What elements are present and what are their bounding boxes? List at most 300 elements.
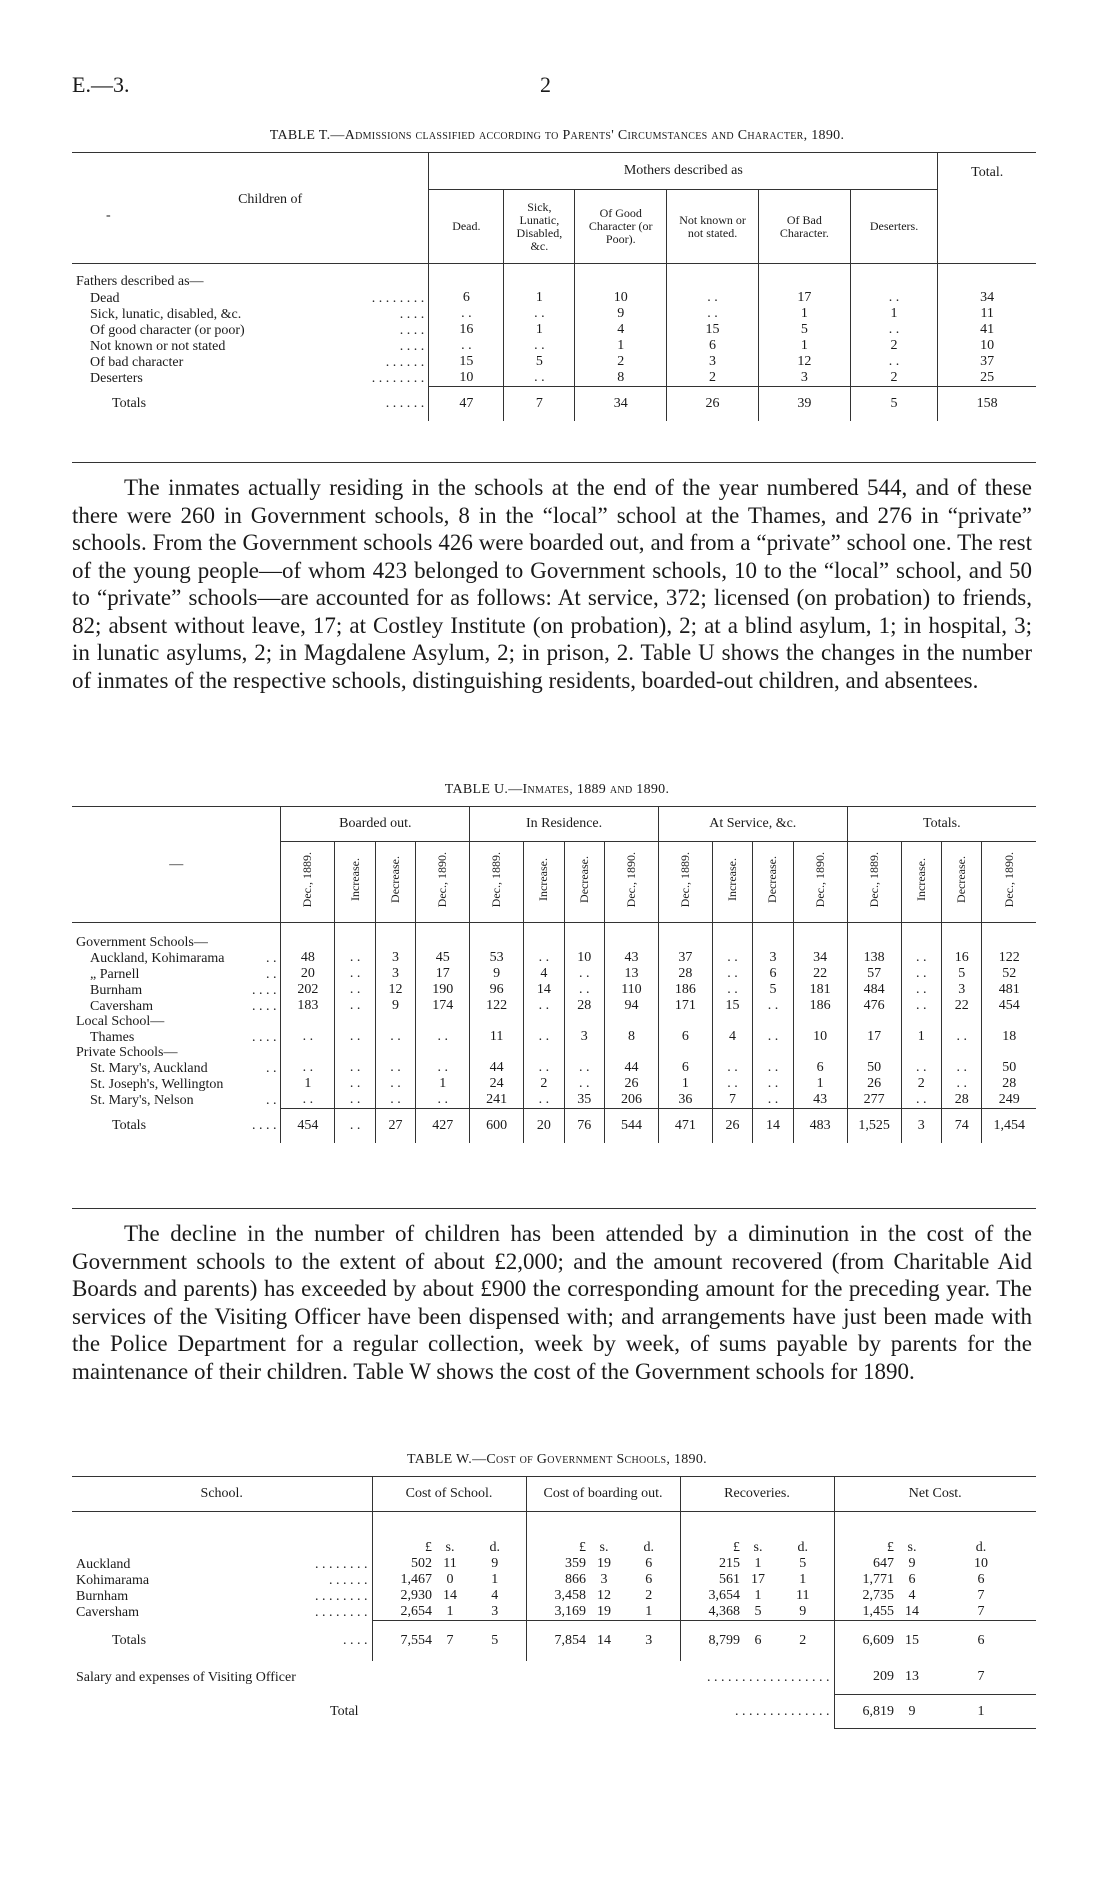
cell: 10	[575, 290, 667, 306]
cell: 26	[604, 1076, 658, 1092]
spacer-cell	[941, 923, 981, 936]
cell: . .	[281, 1060, 335, 1076]
leader-dots: . . . .	[399, 322, 425, 338]
money-cell: 6	[618, 1572, 680, 1588]
cell: 10	[429, 370, 504, 387]
column-header: Dead.	[429, 190, 504, 264]
cell: . .	[524, 998, 564, 1014]
money-cell: 6	[977, 1572, 985, 1587]
cell: 20	[281, 966, 335, 982]
cell: 15	[667, 322, 759, 338]
label-text: Government Schools—	[76, 935, 208, 950]
unit-label: s.	[445, 1540, 455, 1555]
money-cell: 866	[565, 1572, 586, 1587]
cell: 454	[998, 998, 1020, 1013]
empty-cell	[564, 935, 604, 950]
unit-label: £	[579, 1540, 586, 1555]
subcolumn-label: Increase.	[347, 858, 362, 901]
cell: 28	[1002, 1076, 1017, 1091]
totals-cell: 47	[429, 387, 504, 421]
row-label-text: Auckland	[76, 1556, 131, 1572]
unit-label: £	[733, 1540, 740, 1555]
cell: . .	[335, 1060, 375, 1076]
cell: . .	[667, 306, 759, 322]
cell: . .	[941, 1076, 981, 1092]
spacer-cell	[281, 923, 335, 936]
totals-cell: 1,525	[847, 1109, 901, 1143]
page-number: 2	[540, 72, 551, 97]
money-cell: 359	[565, 1556, 586, 1571]
leader-dots: . . . . . . . .	[371, 370, 425, 386]
cell: 10	[564, 950, 604, 966]
cell: 174	[416, 998, 470, 1014]
empty-cell	[470, 1045, 524, 1060]
empty-cell	[335, 1045, 375, 1060]
empty-cell	[753, 1014, 793, 1029]
subcolumn-label: Decrease.	[765, 856, 780, 903]
cell: . .	[335, 998, 375, 1014]
cell: 186	[658, 982, 712, 998]
grand-total-value: 1	[926, 1695, 1036, 1729]
unit-label: d.	[975, 1540, 987, 1555]
totals-cell: 7	[504, 387, 575, 421]
cell: . .	[524, 1092, 564, 1109]
cell: . .	[941, 1060, 981, 1076]
money-cell: 5	[772, 1556, 834, 1572]
table-u-stub-header: —	[72, 807, 281, 923]
cell: . .	[504, 370, 575, 387]
row-label	[72, 354, 429, 370]
empty-cell	[416, 1045, 470, 1060]
cell: . .	[564, 1076, 604, 1092]
empty-cell	[712, 935, 752, 950]
cell: . .	[429, 338, 504, 354]
leader-dots: . . . . . . . .	[315, 1604, 368, 1620]
totals-row	[72, 1621, 1036, 1661]
totals-label-text: Totals	[112, 1632, 147, 1648]
money-cell: 19	[597, 1604, 611, 1619]
empty-cell	[901, 1045, 941, 1060]
leader-dots: . . . . . .	[385, 395, 425, 411]
cell: 34	[793, 950, 847, 966]
cell: 36	[658, 1092, 712, 1109]
totals-money-cell: 6,609	[834, 1621, 898, 1661]
cell: . .	[901, 950, 941, 966]
cell: 24	[470, 1076, 524, 1092]
leader-dots: . . . . . . . .	[315, 1588, 368, 1604]
cell: . .	[524, 1060, 564, 1076]
cell: 241	[470, 1092, 524, 1109]
money-column-header: Recoveries.	[680, 1477, 834, 1512]
leader-dots: . . . . . . . . . . . . . .	[735, 1703, 830, 1719]
empty-cell	[335, 935, 375, 950]
empty-cell	[416, 935, 470, 950]
cell: 206	[604, 1092, 658, 1109]
cell: 57	[847, 966, 901, 982]
cell: 10	[793, 1029, 847, 1045]
subcolumn-header	[712, 842, 752, 923]
cell: 14	[524, 982, 564, 998]
label-text: Caversham	[90, 998, 153, 1014]
table-w-caption-prefix: TABLE W.—	[407, 1452, 487, 1467]
empty-cell	[281, 935, 335, 950]
totals-cell: 158	[938, 387, 1036, 421]
cell: 5	[941, 966, 981, 982]
row-label-text: Caversham	[76, 1604, 139, 1620]
section-row	[72, 264, 1036, 291]
leader-dots: . . . . . .	[385, 354, 425, 370]
cell: 22	[793, 966, 847, 982]
cell: 3	[375, 950, 415, 966]
empty-cell	[793, 1045, 847, 1060]
money-cell: 1,771	[862, 1572, 894, 1587]
table-w-caption-title: Cost of Government Schools, 1890.	[486, 1452, 707, 1467]
empty-cell	[941, 1045, 981, 1060]
leader-dots: . . . . . .	[329, 1572, 368, 1588]
empty-cell	[938, 264, 1036, 291]
money-cell: 1	[754, 1588, 762, 1603]
money-cell: 1	[754, 1556, 762, 1571]
totals-label-text: Totals	[112, 1117, 147, 1133]
totals-money-cell: 7,854	[526, 1621, 590, 1661]
cell: 249	[998, 1092, 1020, 1107]
cell: 28	[658, 966, 712, 982]
table-t-caption-prefix: TABLE T.—	[269, 128, 345, 143]
cell: 1	[504, 290, 575, 306]
subcolumn-label: Dec., 1889.	[677, 851, 692, 908]
totals-money-cell: 6	[744, 1621, 772, 1661]
totals-cell: 471	[658, 1109, 712, 1143]
money-cell: 6	[618, 1556, 680, 1572]
label-text: Local School—	[76, 1014, 165, 1029]
spacer-cell	[982, 923, 1036, 936]
cell: 2	[850, 370, 938, 387]
cell: 183	[281, 998, 335, 1014]
cell: 45	[416, 950, 470, 966]
cell: . .	[564, 1060, 604, 1076]
empty-cell	[667, 264, 759, 291]
cell: 12	[375, 982, 415, 998]
empty-cell	[375, 1045, 415, 1060]
totals-cell: 26	[667, 387, 759, 421]
table-u	[72, 807, 1036, 1143]
cell: . .	[281, 1092, 335, 1109]
row-label	[72, 1604, 372, 1621]
group-header: Totals.	[847, 807, 1036, 842]
school-header: School.	[72, 1477, 372, 1512]
unit-label: d.	[618, 1512, 680, 1557]
leader-dots: . . . .	[251, 1029, 277, 1045]
money-cell: 502	[411, 1556, 432, 1571]
row-label-text: Not known or not stated	[90, 338, 226, 354]
money-column-header: Cost of School.	[372, 1477, 526, 1512]
empty-cell	[901, 935, 941, 950]
totals-cell: 600	[470, 1109, 524, 1143]
cell: . .	[901, 1060, 941, 1076]
row-label	[72, 290, 429, 306]
spacer-cell	[847, 923, 901, 936]
table-row	[72, 1588, 1036, 1604]
label-text: St. Mary's, Auckland	[90, 1060, 208, 1076]
cell: 186	[793, 998, 847, 1014]
table-row	[72, 1604, 1036, 1621]
cell: 7	[712, 1092, 752, 1109]
cell: 4	[712, 1029, 752, 1045]
cell: . .	[564, 982, 604, 998]
cell: 16	[941, 950, 981, 966]
total-header: Total.	[938, 153, 1036, 264]
spacer-cell	[375, 923, 415, 936]
money-cell: 9	[464, 1556, 526, 1572]
money-cell: 3,458	[554, 1588, 586, 1603]
empty-cell	[335, 1014, 375, 1029]
subcolumn-label: Decrease.	[954, 856, 969, 903]
cell: . .	[901, 998, 941, 1014]
grand-total-label	[72, 1695, 834, 1729]
totals-cell: 74	[941, 1109, 981, 1143]
cell: 1	[504, 322, 575, 338]
leader-dots: . . . . . . . .	[371, 290, 425, 306]
table-t-stub-header	[72, 153, 429, 264]
cell: 37	[980, 354, 995, 369]
table-row	[72, 1572, 1036, 1588]
cell: 138	[847, 950, 901, 966]
cell: . .	[335, 966, 375, 982]
cell: 110	[604, 982, 658, 998]
cell: 8	[575, 370, 667, 387]
cell: 2	[575, 354, 667, 370]
row-label	[72, 998, 281, 1014]
leader-dots: . .	[265, 1060, 277, 1076]
cell: 476	[847, 998, 901, 1014]
table-u-body	[72, 807, 1036, 1143]
subcolumn-header	[524, 842, 564, 923]
spacer-cell	[793, 923, 847, 936]
money-cell: 14	[443, 1588, 457, 1603]
cell: 277	[847, 1092, 901, 1109]
cell: . .	[335, 1076, 375, 1092]
totals-cell: 34	[575, 387, 667, 421]
row-label	[72, 1076, 281, 1092]
empty-cell	[281, 1014, 335, 1029]
totals-money-cell: 2	[772, 1621, 834, 1661]
subcolumn-header	[982, 842, 1036, 923]
paragraph-cost-decline: The decline in the number of children has been attended by a diminution in the cost of the Government schools to the extent of about £2,000; and the amount recovered (from Charitable Aid Boards and parents) has exceeded by about £900 the corresponding amount for the preceding year. The services of the Visiting Officer have been dispensed with; and arrangements have just been made with the Police Department for a regular collection, week by week, of sums payable by parents for the maintenance of their children. Table W shows the cost of the Government schools for 1890.	[72, 1221, 1032, 1384]
cell: 43	[793, 1092, 847, 1109]
subcolumn-header	[604, 842, 658, 923]
totals-cell: 39	[758, 387, 850, 421]
spacer-cell	[72, 923, 281, 936]
empty-cell	[758, 264, 850, 291]
cell: 3	[667, 354, 759, 370]
cell: . .	[901, 966, 941, 982]
totals-label-text: Totals	[112, 395, 147, 411]
cell: 41	[980, 322, 995, 337]
table-row	[72, 982, 1036, 998]
cell: 1	[575, 338, 667, 354]
column-header: Of Good Character (or Poor).	[575, 190, 667, 264]
table-u-caption-prefix: TABLE U.—	[444, 782, 523, 797]
table-row	[72, 1556, 1036, 1572]
totals-label	[72, 1621, 372, 1661]
empty-cell	[753, 1045, 793, 1060]
money-cell: 9	[908, 1556, 916, 1571]
label-text: Burnham	[90, 982, 143, 998]
subcolumn-header	[375, 842, 415, 923]
empty-cell	[901, 1014, 941, 1029]
spacer-cell	[753, 923, 793, 936]
cell: 1	[416, 1076, 470, 1092]
row-label-text: Of bad character	[90, 354, 184, 370]
table-t-body	[72, 153, 1036, 421]
subcolumn-header	[753, 842, 793, 923]
totals-money-cell: 14	[590, 1621, 618, 1661]
empty-cell	[524, 935, 564, 950]
cell: 122	[998, 950, 1020, 965]
cell: 52	[1002, 966, 1017, 981]
cell: 11	[980, 306, 994, 321]
money-column-header: Cost of boarding out.	[526, 1477, 680, 1512]
column-header: Not known or not stated.	[667, 190, 759, 264]
cell: . .	[375, 1092, 415, 1109]
grand-total-text: Total	[330, 1703, 359, 1719]
cell: 171	[658, 998, 712, 1014]
totals-row	[72, 387, 1036, 421]
table-w	[72, 1477, 1036, 1729]
label-text: St. Mary's, Nelson	[90, 1092, 194, 1108]
money-cell: 11	[772, 1588, 834, 1604]
totals-money-cell: 5	[464, 1621, 526, 1661]
empty-cell	[72, 1512, 372, 1557]
column-header: Of Bad Character.	[758, 190, 850, 264]
cell: 34	[980, 290, 995, 305]
cell: 17	[847, 1029, 901, 1045]
money-cell: 10	[974, 1556, 988, 1571]
cell: 48	[281, 950, 335, 966]
cell: 1	[281, 1076, 335, 1092]
empty-cell	[604, 935, 658, 950]
cell: 8	[604, 1029, 658, 1045]
subcolumn-header	[281, 842, 335, 923]
cell: . .	[504, 306, 575, 322]
leader-dots: . . . .	[399, 338, 425, 354]
cell: . .	[375, 1060, 415, 1076]
empty-cell	[281, 1045, 335, 1060]
series-code: E.—3.	[72, 72, 130, 97]
totals-cell: 5	[850, 387, 938, 421]
table-u-caption-title: Inmates, 1889 and 1890.	[522, 782, 670, 797]
table-row	[72, 998, 1036, 1014]
empty-cell	[793, 935, 847, 950]
subcolumn-label: Decrease.	[576, 856, 591, 903]
spacer-cell	[604, 923, 658, 936]
money-cell: 19	[597, 1556, 611, 1571]
row-label	[72, 306, 429, 322]
cell: 1	[658, 1076, 712, 1092]
paragraph-inmates: The inmates actually residing in the schools at the end of the year numbered 544, and of these there were 260 in Government schools, 8 in the “local” school at the Thames, and 276 in “private” schools. From the Government schools 426 were boarded out, and from a “private” school one. The rest of the young people—of whom 423 belonged to Government schools, 10 to the “local” school, and 50 to “private” schools—are accounted for as follows: At service, 372; licensed (on probation) to friends, 82; absent without leave, 17; at Costley Institute (on probation), 2; at a blind asylum, 1; in hospital, 3; in lunatic asylums, 2; in Magdalene Asylum, 2; in prison, 2. Table U shows the changes in the number of inmates of the respective schools, distinguishing residents, boarded-out children, and absentees.	[72, 475, 1032, 693]
cell: 25	[980, 370, 995, 385]
money-cell: 1	[618, 1604, 680, 1621]
subcolumn-header	[658, 842, 712, 923]
spacer-cell	[712, 923, 752, 936]
subcolumn-header	[941, 842, 981, 923]
row-label-text: Of good character (or poor)	[90, 322, 245, 338]
subcolumn-label: Increase.	[725, 858, 740, 901]
visiting-officer-value: 7	[977, 1669, 985, 1685]
money-cell: 9	[772, 1604, 834, 1621]
empty-cell	[712, 1014, 752, 1029]
money-cell: 3,654	[708, 1588, 740, 1603]
totals-cell: . .	[335, 1109, 375, 1143]
empty-cell	[375, 935, 415, 950]
cell: 2	[667, 370, 759, 387]
money-cell: 647	[873, 1556, 894, 1571]
row-label-text: Kohimarama	[76, 1572, 150, 1588]
empty-cell	[658, 1045, 712, 1060]
leader-dots: . . . . . . . .	[315, 1556, 368, 1572]
money-cell: 14	[905, 1604, 919, 1619]
cell: . .	[416, 1029, 470, 1045]
table-w-body	[72, 1477, 1036, 1729]
cell: 15	[712, 998, 752, 1014]
table-row	[72, 1092, 1036, 1109]
empty-cell	[504, 264, 575, 291]
cell: 37	[658, 950, 712, 966]
cell: 28	[941, 1092, 981, 1109]
money-cell: 561	[719, 1572, 740, 1587]
spacer-cell	[416, 923, 470, 936]
cell: 44	[470, 1060, 524, 1076]
cell: 96	[470, 982, 524, 998]
subcolumn-label: Increase.	[913, 858, 928, 901]
money-cell: 215	[719, 1556, 740, 1571]
money-cell: 6	[908, 1572, 916, 1587]
money-cell: 0	[446, 1572, 454, 1587]
table-row	[72, 1060, 1036, 1076]
totals-money-cell: 3	[618, 1621, 680, 1661]
money-cell: 1,467	[400, 1572, 432, 1587]
row-label	[72, 1572, 372, 1588]
table-row	[72, 354, 1036, 370]
table-t-bottom-rule	[72, 462, 1036, 463]
cell: 26	[847, 1076, 901, 1092]
cell: 190	[416, 982, 470, 998]
label-text: Private Schools—	[76, 1045, 178, 1060]
cell: 22	[941, 998, 981, 1014]
cell: . .	[335, 950, 375, 966]
empty-cell	[982, 1014, 1036, 1029]
row-label-text: Sick, lunatic, disabled, &c.	[90, 306, 242, 322]
group-header: At Service, &c.	[658, 807, 847, 842]
section-label	[72, 1045, 281, 1060]
leader-dots: . .	[265, 1092, 277, 1108]
cell: 5	[753, 982, 793, 998]
money-cell: 17	[751, 1572, 765, 1587]
subcolumn-label: Dec., 1889.	[866, 851, 881, 908]
totals-label	[72, 1109, 281, 1143]
cell: 28	[564, 998, 604, 1014]
cell: . .	[375, 1076, 415, 1092]
totals-money-cell: 7	[436, 1621, 464, 1661]
cell: . .	[281, 1029, 335, 1045]
empty-cell	[847, 1014, 901, 1029]
cell: 11	[470, 1029, 524, 1045]
money-column-header: Net Cost.	[834, 1477, 1036, 1512]
empty-cell	[375, 1014, 415, 1029]
cell: . .	[753, 1076, 793, 1092]
totals-cell: 483	[793, 1109, 847, 1143]
subcolumn-label: Increase.	[536, 858, 551, 901]
